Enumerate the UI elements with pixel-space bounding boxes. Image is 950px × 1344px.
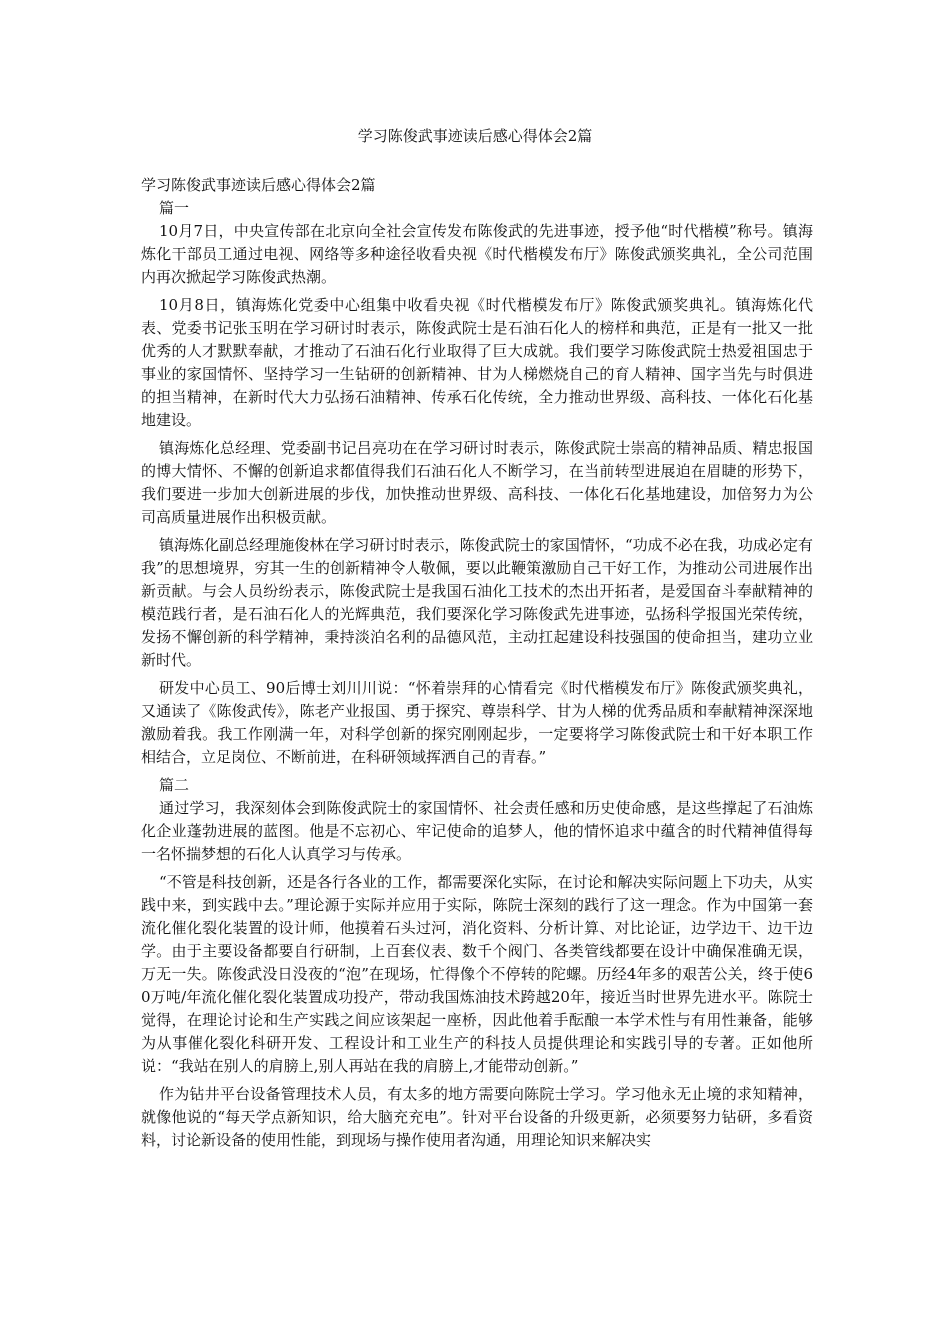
paragraph: 10月7日，中央宣传部在北京向全社会宣传发布陈俊武的先进事迹，授予他“时代楷模”称号。镇海炼化干部员工通过电视、网络等多种途径收看央视《时代楷模发布厅》陈俊武颁奖典礼，全公司范围内再次掀起学习陈俊武热潮。 [141,222,813,286]
section-heading-2: 篇二 [159,776,190,794]
paragraph: “不管是科技创新，还是各行各业的工作，都需要深化实际，在讨论和解决实际问题上下功夫，从实践中来，到实践中去。”理论源于实际并应用于实际，陈院士深刻的践行了这一理念。作为中国第一套流化催化裂化装置的设计师，他摸着石头过河，消化资料、分析计算、对比论证，边学边干、边干边学。由于主要设备都要自行研制，上百套仪表、数千个阀门、各类管线都要在设计中确保准确无误，万无一失。陈俊武没日没夜的“泡”在现场，忙得像个不停转的陀螺。历经4年多的艰苦公关，终于使60万吨/年流化催化裂化装置成功投产，带动我国炼油技术跨越20年，接近当时世界先进水平。陈院士觉得，在理论讨论和生产实践之间应该架起一座桥，因此他着手酝酿一本学术性与有用性兼备，能够为从事催化裂化科研开发、工程设计和工业生产的科技人员提供理论和实践引导的专著。正如他所说：“我站在别人的肩膀上,别人再站在我的肩膀上,才能带动创新。” [141,873,813,1075]
document-subtitle: 学习陈俊武事迹读后感心得体会2篇 [141,176,376,194]
paragraph: 镇海炼化总经理、党委副书记吕亮功在在学习研讨时表示，陈俊武院士崇高的精神品质、精忠报国的博大情怀、不懈的创新追求都值得我们石油石化人不断学习，在当前转型进展迫在眉睫的形势下，我们要进一步加大创新进展的步伐，加快推动世界级、高科技、一体化石化基地建设，加倍努力为公司高质量进展作出积极贡献。 [141,439,813,526]
document-body [141,174,813,1157]
paragraph: 通过学习，我深刻体会到陈俊武院士的家国情怀、社会责任感和历史使命感，是这些撑起了石油炼化企业蓬勃进展的蓝图。他是不忘初心、牢记使命的追梦人，他的情怀追求中蕴含的时代精神值得每一名怀揣梦想的石化人认真学习与传承。 [141,799,813,863]
paragraph: 镇海炼化副总经理施俊林在学习研讨时表示，陈俊武院士的家国情怀，“功成不必在我，功成必定有我”的思想境界，穷其一生的创新精神令人敬佩，要以此鞭策激励自己干好工作，为推动公司进展作出新贡献。与会人员纷纷表示，陈俊武院士是我国石油化工技术的杰出开拓者，是爱国奋斗奉献精神的模范践行者，是石油石化人的光辉典范，我们要深化学习陈俊武先进事迹，弘扬科学报国光荣传统，发扬不懈创新的科学精神，秉持淡泊名利的品德风范，主动扛起建设科技强国的使命担当，建功立业新时代。 [141,536,813,669]
paragraph: 研发中心员工、90后博士刘川川说：“怀着崇拜的心情看完《时代楷模发布厅》陈俊武颁奖典礼，又通读了《陈俊武传》，陈老产业报国、勇于探究、尊崇科学、甘为人梯的优秀品质和奉献精神深深地激励着我。我工作刚满一年，对科学创新的探究刚刚起步，一定要将学习陈俊武院士和干好本职工作相结合，立足岗位、不断前进，在科研领域挥洒自己的青春。” [141,679,813,766]
section-heading-1: 篇一 [159,199,190,217]
document-title: 学习陈俊武事迹读后感心得体会2篇 [357,127,593,145]
paragraph: 10月8日，镇海炼化党委中心组集中收看央视《时代楷模发布厅》陈俊武颁奖典礼。镇海炼化代表、党委书记张玉明在学习研讨时表示，陈俊武院士是石油石化人的榜样和典范，正是有一批又一批优秀的人才默默奉献，才推动了石油石化行业取得了巨大成就。我们要学习陈俊武院士热爱祖国忠于事业的家国情怀、坚持学习一生钻研的创新精神、甘为人梯燃烧自己的育人精神、国字当先与时俱进的担当精神，在新时代大力弘扬石油精神、传承石化传统，全力推动世界级、高科技、一体化石化基地建设。 [141,296,813,429]
paragraph: 作为钻井平台设备管理技术人员，有太多的地方需要向陈院士学习。学习他永无止境的求知精神，就像他说的“每天学点新知识，给大脑充充电”。针对平台设备的升级更新，必须要努力钻研，多看资料，讨论新设备的使用性能，到现场与操作使用者沟通，用理论知识来解决实 [141,1085,813,1149]
